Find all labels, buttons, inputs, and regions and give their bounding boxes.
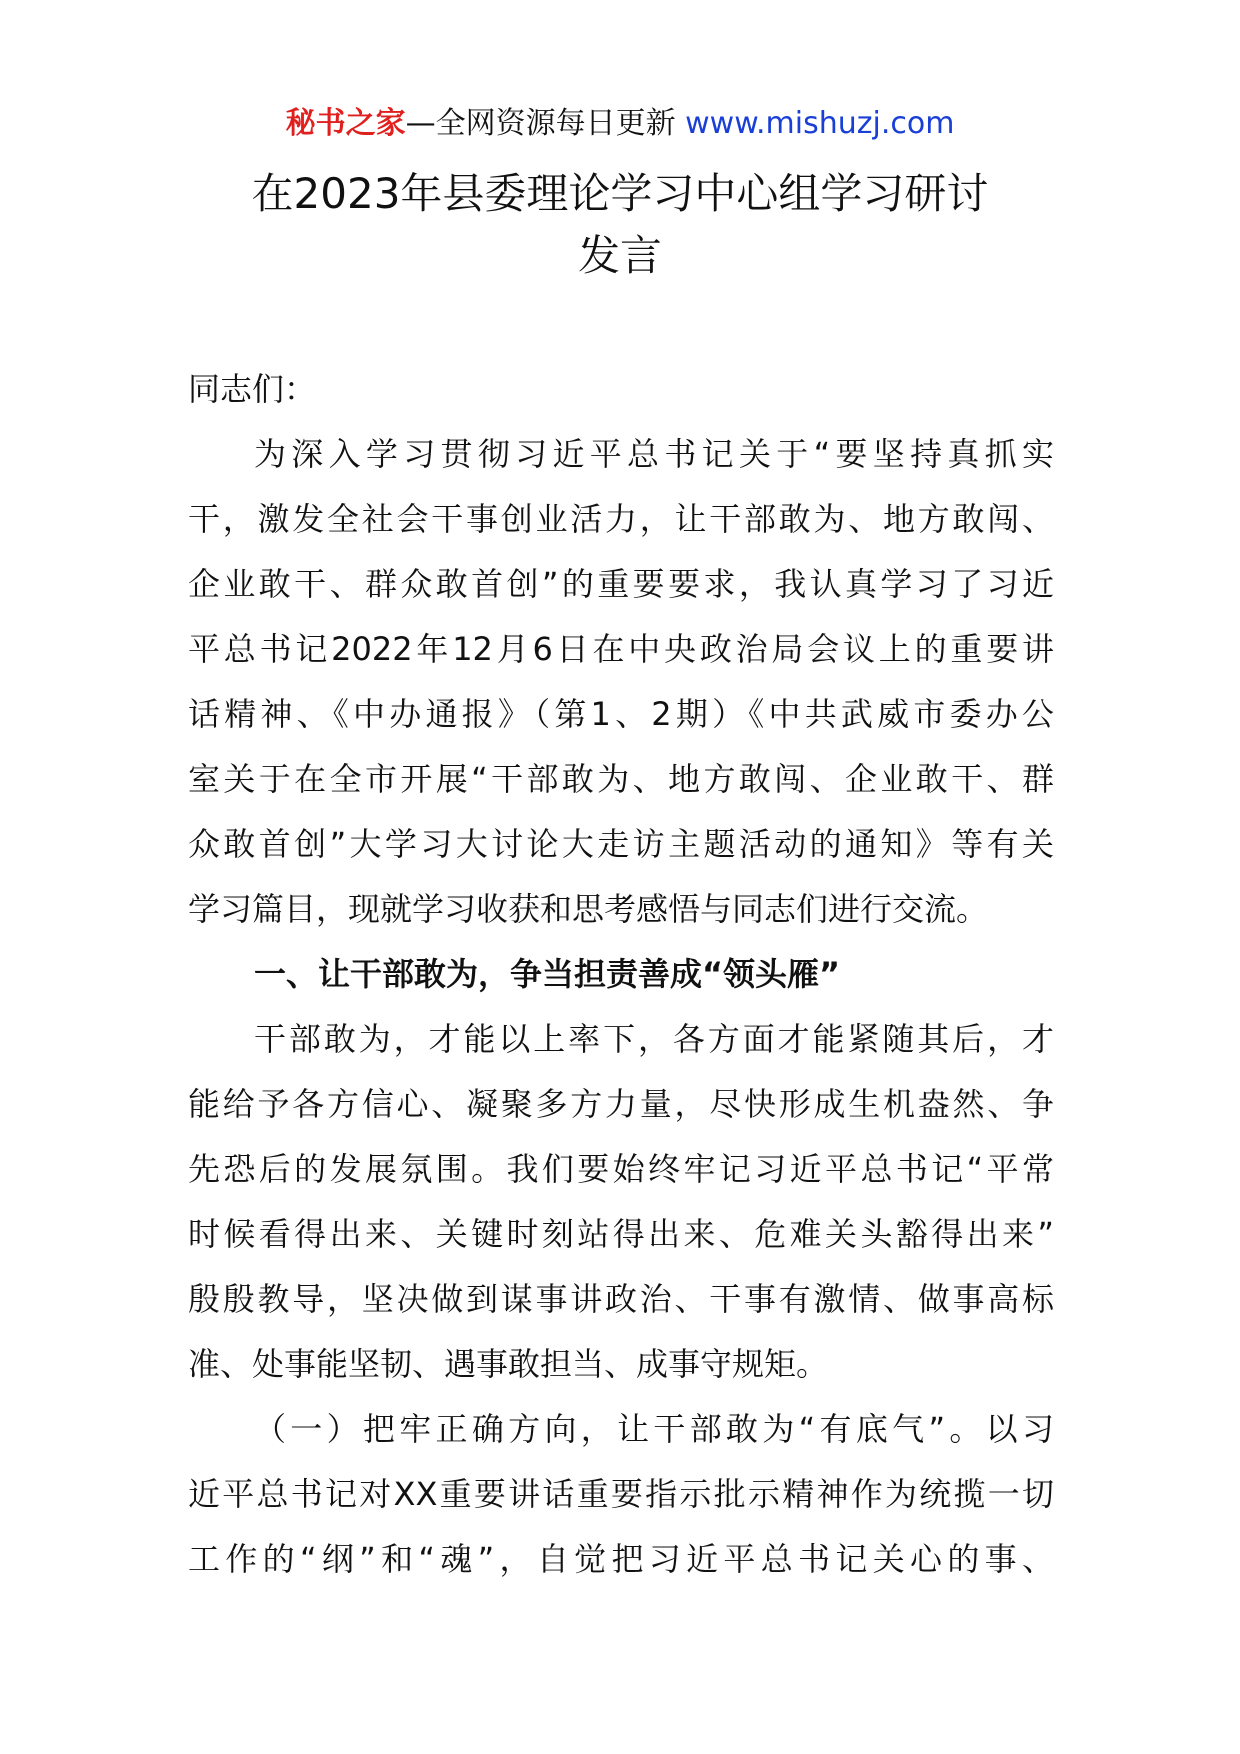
paragraph-line: 先恐后的发展氛围。我们要始终牢记习近平总书记“平常 xyxy=(188,1150,1054,1188)
paragraph-line: 近平总书记对XX重要讲话重要指示批示精神作为统揽一切 xyxy=(188,1475,1054,1513)
section-heading: 一、让干部敢为，争当担责善成“领头雁” xyxy=(254,955,841,993)
paragraph-line: 众敢首创”大学习大讨论大走访主题活动的通知》等有关 xyxy=(188,825,1054,863)
paragraph-line: 干部敢为，才能以上率下，各方面才能紧随其后，才 xyxy=(254,1020,1054,1058)
paragraph-line: 室关于在全市开展“干部敢为、地方敢闯、企业敢干、群 xyxy=(188,760,1054,798)
paragraph-line: 话精神、《中办通报》（第1、2期）《中共武威市委办公 xyxy=(188,695,1054,733)
document-body xyxy=(188,357,1054,1592)
paragraph-line: 为深入学习贯彻习近平总书记关于“要坚持真抓实 xyxy=(254,435,1054,473)
paragraph-line: 学习篇目，现就学习收获和思考感悟与同志们进行交流。 xyxy=(188,890,989,928)
paragraph-line: 准、处事能坚韧、遇事敢担当、成事守规矩。 xyxy=(188,1345,829,1383)
paragraph-line: 平总书记2022年12月6日在中央政治局会议上的重要讲 xyxy=(188,630,1054,668)
paragraph-line: 干，激发全社会干事创业活力，让干部敢为、地方敢闯、 xyxy=(188,500,1054,538)
paragraph-line: 企业敢干、群众敢首创”的重要要求，我认真学习了习近 xyxy=(188,565,1054,603)
banner-tagline: —全网资源每日更新 xyxy=(405,106,676,141)
title-line: 发言 xyxy=(577,231,662,280)
salutation: 同志们： xyxy=(188,370,317,408)
site-url-link[interactable]: www.mishuzj.com xyxy=(685,106,955,141)
brand-name: 秘书之家 xyxy=(285,106,406,141)
paragraph-line: （一）把牢正确方向，让干部敢为“有底气”。以习 xyxy=(254,1410,1054,1448)
paragraph-line: 时候看得出来、关键时刻站得出来、危难关头豁得出来” xyxy=(188,1215,1054,1253)
paragraph-line: 能给予各方信心、凝聚多方力量，尽快形成生机盎然、争 xyxy=(188,1085,1054,1123)
header-banner xyxy=(0,104,1240,144)
paragraph-line: 工作的“纲”和“魂”，自觉把习近平总书记关心的事、 xyxy=(188,1540,1054,1578)
title-line: 在2023年县委理论学习中心组学习研讨 xyxy=(251,169,989,218)
document-title xyxy=(0,163,1240,287)
paragraph-line: 殷殷教导，坚决做到谋事讲政治、干事有激情、做事高标 xyxy=(188,1280,1054,1318)
